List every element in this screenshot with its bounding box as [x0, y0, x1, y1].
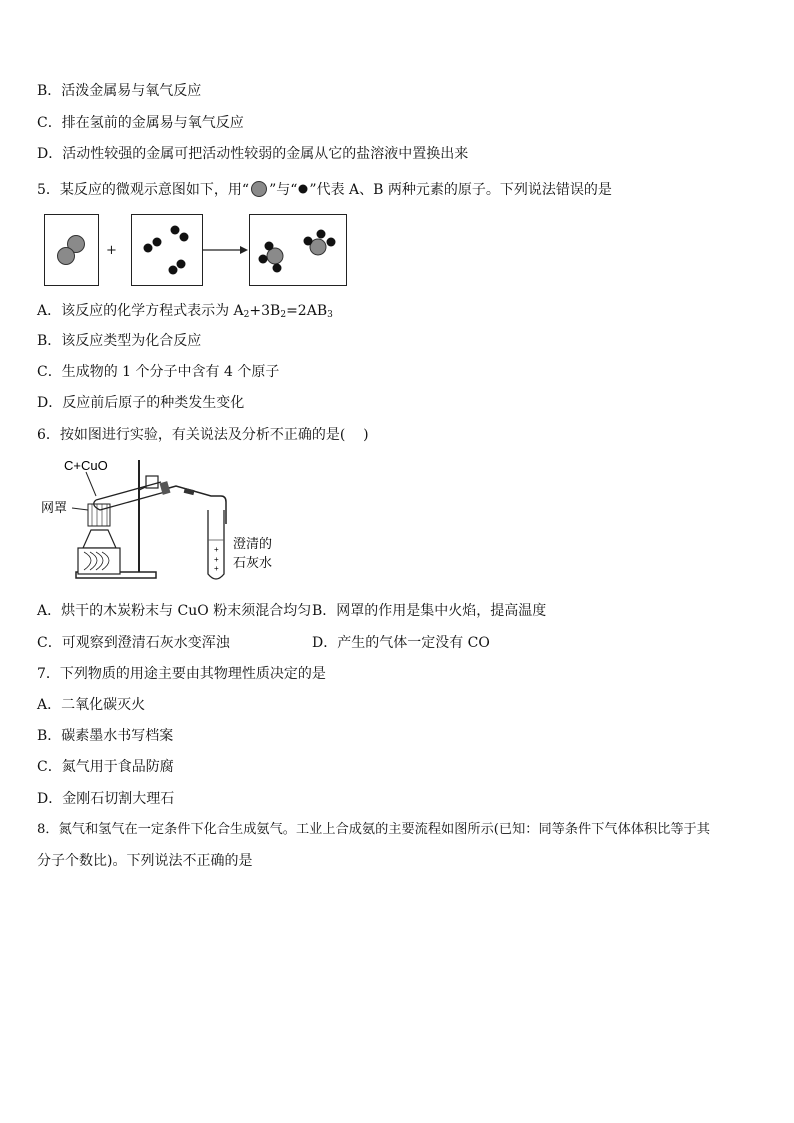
q7-option-b: B．碳素墨水书写档案	[37, 728, 174, 744]
label-gauze: 网罩	[41, 500, 68, 515]
q8-stem-line2: 分子个数比)。下列说法不正确的是	[37, 853, 253, 869]
q5-stem: 5．某反应的微观示意图如下，用“ ”与“ ”代表 A、B 两种元素的原子。下列说法错误的是	[37, 182, 612, 198]
q8-stem-line1: 8．氮气和氢气在一定条件下化合生成氨气。工业上合成氨的主要流程如图所示(已知：同等条件下气体体积比等于其	[37, 822, 710, 837]
label-reagent: C+CuO	[64, 458, 108, 473]
q6-option-b: B．网罩的作用是集中火焰，提高温度	[312, 603, 547, 619]
b2-molecules-icon	[132, 215, 202, 285]
option-c: C．排在氢前的金属易与氧气反应	[37, 115, 244, 131]
ab3-molecules-icon	[250, 215, 346, 285]
plus-sign: +	[106, 243, 117, 258]
option-b: B．活泼金属易与氧气反应	[37, 83, 202, 99]
a2-molecule-icon	[45, 215, 98, 285]
q5-option-b: B．该反应类型为化合反应	[37, 333, 202, 349]
product-ab3-box	[249, 214, 347, 286]
q5-option-d: D．反应前后原子的种类发生变化	[37, 395, 245, 411]
experiment-apparatus-diagram	[36, 452, 296, 587]
q7-stem: 7．下列物质的用途主要由其物理性质决定的是	[37, 666, 326, 682]
q6-stem: 6．按如图进行实验，有关说法及分析不正确的是( )	[37, 427, 369, 443]
atom-b-legend-icon	[297, 182, 309, 196]
q5-option-c: C．生成物的 1 个分子中含有 4 个原子	[37, 364, 280, 380]
atom-a-legend-icon	[249, 181, 269, 197]
reactant-a2-box	[44, 214, 99, 286]
q7-option-d: D．金刚石切割大理石	[37, 791, 175, 807]
q6-option-a: A．烘干的木炭粉末与 CuO 粉末须混合均匀	[37, 603, 312, 619]
q7-option-c: C．氮气用于食品防腐	[37, 759, 174, 775]
svg-text:+: +	[214, 545, 219, 554]
q6-option-d: D．产生的气体一定没有 CO	[312, 635, 490, 651]
reaction-arrow-icon	[203, 243, 249, 257]
option-d: D．活动性较强的金属可把活动性较弱的金属从它的盐溶液中置换出来	[37, 146, 469, 162]
reactant-b2-box	[131, 214, 203, 286]
svg-text:+: +	[214, 564, 219, 573]
q7-option-a: A．二氧化碳灭火	[37, 697, 146, 713]
q6-option-c: C．可观察到澄清石灰水变浑浊	[37, 635, 230, 651]
svg-text:+: +	[214, 555, 219, 564]
q5-option-a: A．该反应的化学方程式表示为 $A_2+3B_2=2AB_3$	[37, 303, 333, 320]
label-limewater-2: 石灰水	[233, 555, 273, 570]
label-limewater-1: 澄清的	[233, 536, 273, 551]
